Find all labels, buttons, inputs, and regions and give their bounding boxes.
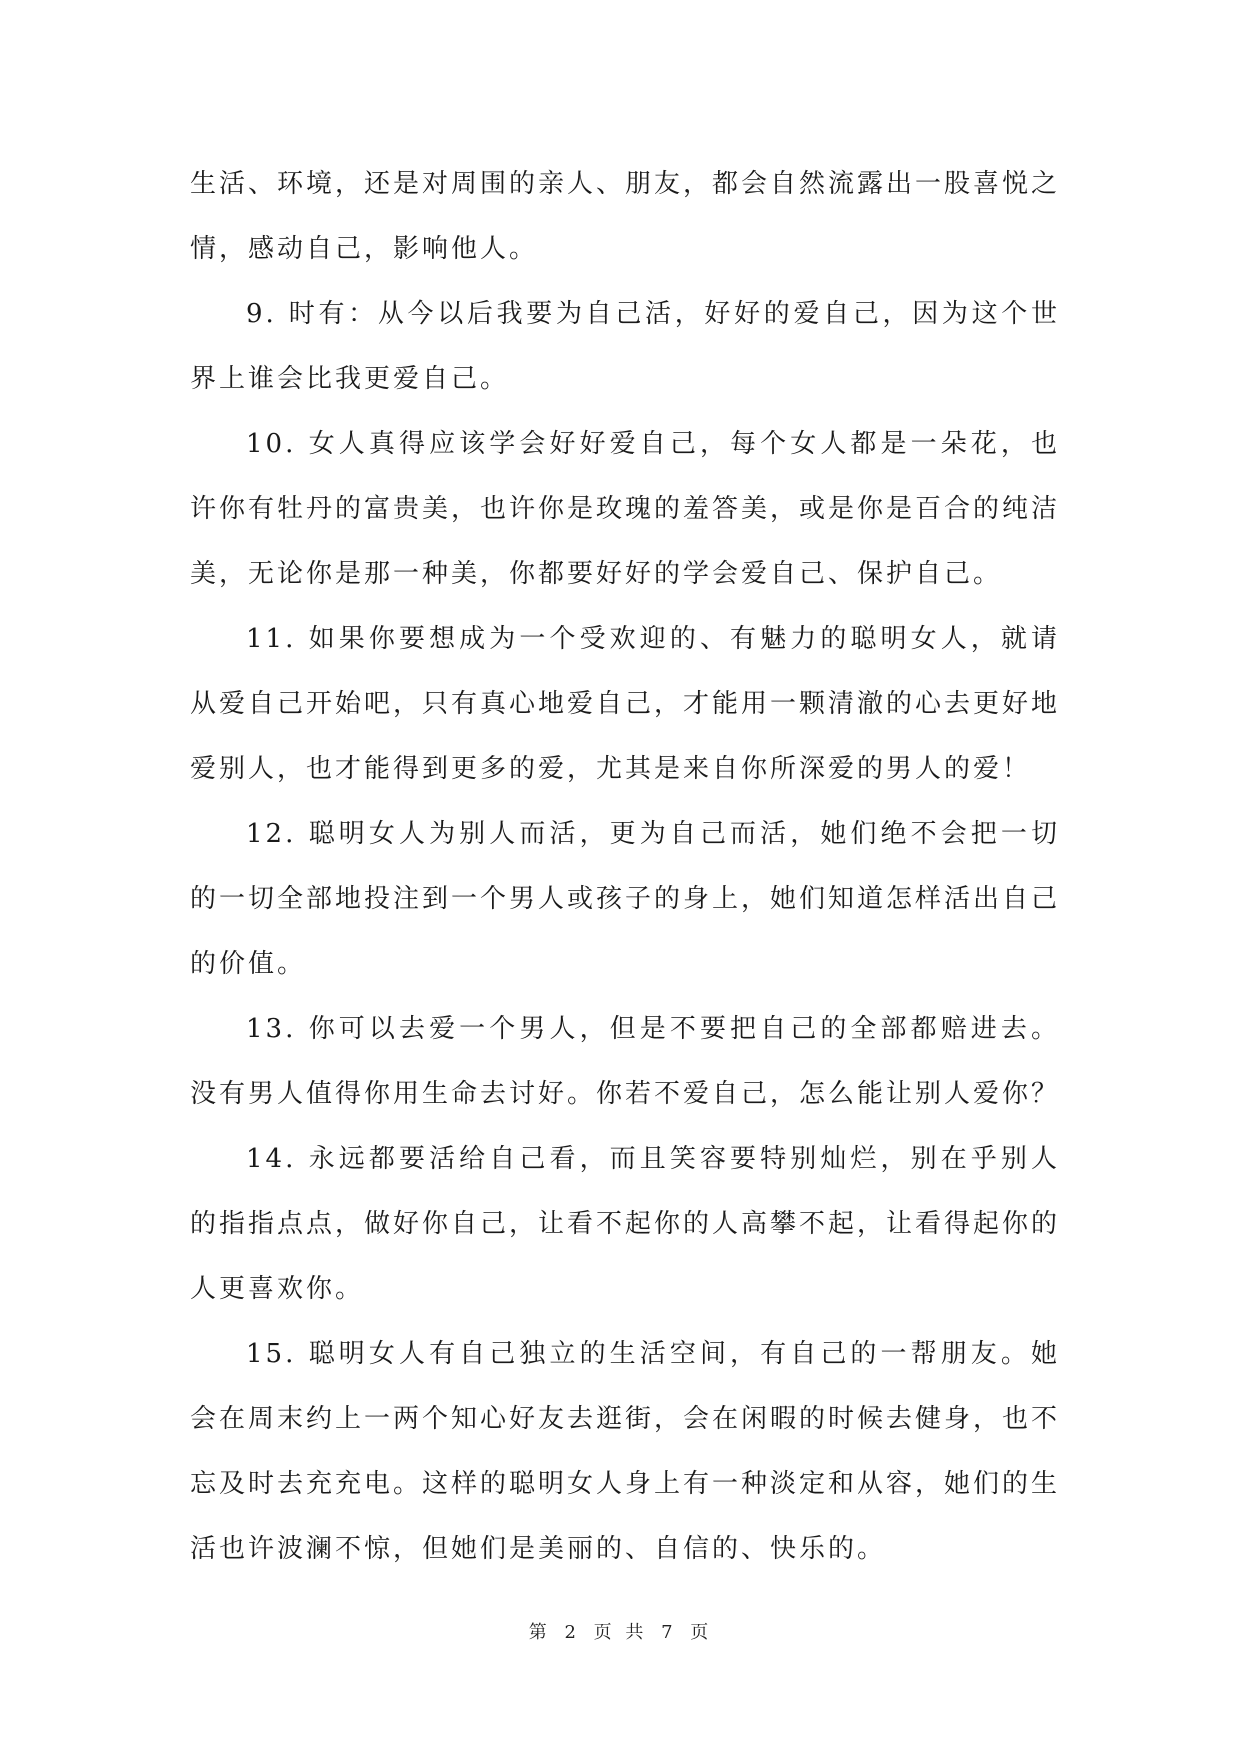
- paragraph: 13. 你可以去爱一个男人，但是不要把自己的全部都赔进去。没有男人值得你用生命去讨好。你若不爱自己，怎么能让别人爱你？: [190, 1014, 1061, 1109]
- footer-prefix: 第: [528, 1622, 551, 1643]
- paragraph: 9. 时有：从今以后我要为自己活，好好的爱自己，因为这个世界上谁会比我更爱自己。: [190, 299, 1060, 394]
- paragraph: 10. 女人真得应该学会好好爱自己，每个女人都是一朵花，也许你有牡丹的富贵美，也许你是玫瑰的羞答美，或是你是百合的纯洁美，无论你是那一种美，你都要好好的学会爱自己、保护自己。: [190, 429, 1061, 589]
- footer-middle: 页 共: [593, 1622, 648, 1643]
- paragraph: 14. 永远都要活给自己看，而且笑容要特别灿烂，别在乎别人的指指点点，做好你自己，让看不起你的人高攀不起，让看得起你的人更喜欢你。: [190, 1144, 1061, 1304]
- total-pages-number: 7: [661, 1622, 677, 1643]
- document-body: [190, 152, 1060, 1582]
- paragraph: 12. 聪明女人为别人而活，更为自己而活，她们绝不会把一切的一切全部地投注到一个男人或孩子的身上，她们知道怎样活出自己的价值。: [190, 819, 1061, 979]
- paragraph: 生活、环境，还是对周围的亲人、朋友，都会自然流露出一股喜悦之情，感动自己，影响他人。: [190, 169, 1061, 264]
- paragraph: 11. 如果你要想成为一个受欢迎的、有魅力的聪明女人，就请从爱自己开始吧，只有真心地爱自己，才能用一颗清澈的心去更好地爱别人，也才能得到更多的爱，尤其是来自你所深爱的男人的爱！: [190, 624, 1061, 784]
- paragraph: 15. 聪明女人有自己独立的生活空间，有自己的一帮朋友。她会在周末约上一两个知心好友去逛街，会在闲暇的时候去健身，也不忘及时去充充电。这样的聪明女人身上有一种淡定和从容，她们的生活也许波澜不惊，但她们是美丽的、自信的、快乐的。: [190, 1339, 1061, 1564]
- page-footer: [0, 1618, 1241, 1644]
- current-page-number: 2: [564, 1622, 580, 1643]
- footer-suffix: 页: [690, 1622, 713, 1643]
